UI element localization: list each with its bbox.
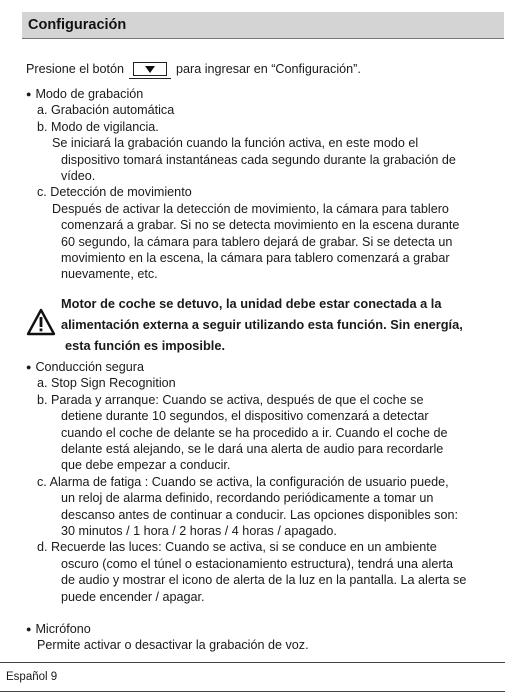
item-a: a. Stop Sign Recognition [37, 376, 176, 391]
item-b-text: detiene durante 10 segundos, el dispositivo comenzará a detectar [61, 409, 429, 424]
footer-divider [0, 691, 505, 692]
item-b-text: dispositivo tomará instantáneas cada segundo durante la grabación de [61, 152, 456, 167]
item-c: c. Alarma de fatiga : Cuando se activa, la configuración de usuario puede, [37, 474, 449, 489]
item-c: c. Detección de movimiento [37, 185, 192, 200]
footer-divider [0, 662, 505, 663]
intro-text-after: para ingresar en “Configuración”. [176, 61, 361, 76]
section-title-modo: ● Modo de grabación [26, 86, 496, 102]
section-header-bar [22, 12, 504, 39]
warning-text [61, 293, 463, 356]
warning-line: Motor de coche se detuvo, la unidad debe estar conectada a la [61, 295, 442, 311]
down-arrow-button-icon [133, 62, 167, 76]
spacer [26, 605, 496, 621]
page-number: Español 9 [6, 671, 58, 683]
item-c-text: Después de activar la detección de movimiento, la cámara para tablero [52, 201, 449, 216]
item-c-text: descanso antes de continuar a conducir. Las opciones disponibles son: [61, 507, 458, 522]
item-d-text: oscuro (como el túnel o estacionamiento estructura), tendrá una alerta [61, 556, 454, 571]
microfono-text: Permite activar o desactivar la grabación de voz. [37, 638, 309, 653]
item-b: b. Parada y arranque: Cuando se activa, después de que el coche se [37, 392, 424, 407]
intro-text-before: Presione el botón [26, 61, 125, 76]
item-d-text: de audio y mostrar el icono de alerta de la luz en la pantalla. La alerta se [61, 573, 467, 588]
item-b-text: vídeo. [61, 169, 96, 184]
warning-block [26, 293, 496, 357]
item-c-text: movimiento en la escena, la cámara para tablero comenzará a grabar [61, 251, 450, 266]
settings-content [26, 86, 496, 654]
item-b-text: Se iniciará la grabación cuando la función activa, en este modo el [52, 136, 419, 151]
item-b: b. Modo de vigilancia. [37, 119, 159, 134]
item-b-text: delante está alejando, se le dará una alerta de audio para recordarle [61, 441, 444, 456]
section-title-conduccion: ● Conducción segura [26, 359, 496, 375]
page-title: Configuración [28, 17, 127, 33]
item-a: a. Grabación automática [37, 103, 175, 118]
warning-line: alimentación externa a seguir utilizando esta función. Sin energía, [61, 316, 463, 332]
warning-line: esta función es imposible. [65, 337, 225, 353]
item-c-text: 60 segundo, la cámara para tablero dejará de grabar. Si se detecta un [61, 234, 453, 249]
intro-line [26, 60, 361, 78]
section-title-microfono: ● Micrófono [26, 621, 496, 637]
item-d-text: puede encender / apagar. [61, 589, 205, 604]
item-c-text: nuevamente, etc. [61, 267, 158, 282]
item-b-text: cuando el coche de delante se ha procedido a ir. Cuando el coche de [61, 425, 448, 440]
item-c-text: 30 minutos / 1 hora / 2 horas / 4 horas / apagado. [61, 523, 337, 538]
item-b-text: que debe empezar a conducir. [61, 458, 231, 473]
warning-triangle-icon [26, 308, 56, 336]
item-c-text: comenzará a grabar. Si no se detecta movimiento en la escena durante [61, 218, 460, 233]
item-c-text: un reloj de alarma definido, recordando periódicamente a tomar un [61, 491, 434, 506]
item-d: d. Recuerde las luces: Cuando se activa, si se conduce en un ambiente [37, 540, 437, 555]
